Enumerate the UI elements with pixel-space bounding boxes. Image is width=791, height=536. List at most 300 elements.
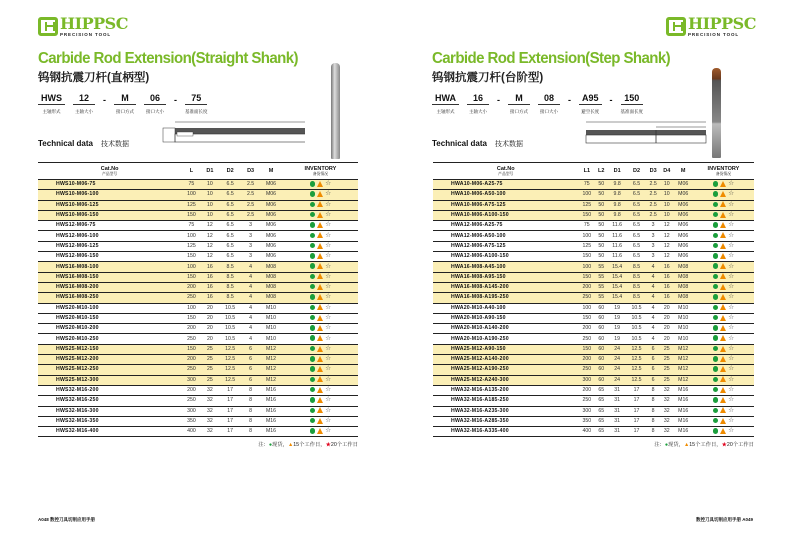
table-cell: 8.5 [218,282,242,292]
table-row [38,406,358,416]
table-cell: 17 [218,385,242,395]
lead-15-days-icon [720,273,726,279]
table-cell: 3 [242,252,259,262]
table-cell: 17 [627,427,646,437]
lead-20-days-star-icon: ★ [721,442,727,449]
table-cell: M08 [674,272,693,282]
inventory-cell [693,210,754,220]
code-label: 接口方式 [510,109,528,114]
stock-dot-icon [310,315,316,321]
column-header-cn: 备货情况 [312,171,329,176]
lead-20-days-star-icon: ☆ [325,221,332,229]
table-cell: 250 [579,365,596,375]
table-cell: 10.5 [627,334,646,344]
inventory-cell [283,416,358,426]
note-prefix: 注： [654,442,665,449]
right-page [396,0,791,536]
table-cell: 16 [202,262,219,272]
inventory-cell [693,375,754,385]
lead-20-days-star-icon: ☆ [325,345,332,353]
table-cell: 6.5 [218,231,242,241]
table-cell: 55 [595,293,607,303]
table-cell: M12 [259,344,283,354]
stock-dot-icon [713,408,719,414]
table-cell: 12.5 [218,375,242,385]
table-cell: 250 [181,365,201,375]
inventory-cell [693,293,754,303]
table-cell: 19 [607,334,626,344]
cat-no-cell: HWS25-M12-300 [38,375,181,385]
inventory-cell [693,355,754,365]
table-cell: 16 [202,293,219,303]
table-cell: 200 [181,355,201,365]
code-dash: - [609,95,613,105]
lead-15-days-icon [317,273,323,279]
table-row [433,396,754,406]
table-row [433,355,754,365]
table-cell: 50 [595,180,607,190]
table-cell: 10.5 [627,303,646,313]
table-cell: M10 [674,334,693,344]
inventory-cell [693,241,754,251]
lead-15-days-icon [317,222,323,228]
table-cell: 8 [242,385,259,395]
lead-15-days-icon [317,387,323,393]
lead-15-days-icon [317,315,323,321]
inventory-cell [283,396,358,406]
lead-20-days-star-icon: ☆ [325,314,332,322]
lead-20-days-star-icon: ☆ [325,375,332,383]
table-cell: 8.5 [218,262,242,272]
table-row [433,324,754,334]
lead-20-days-star-icon: ☆ [325,334,332,342]
table-row [433,406,754,416]
table-cell: 20 [660,303,673,313]
table-cell: 25 [202,375,219,385]
inventory-cell [283,334,358,344]
inventory-cell [283,252,358,262]
table-cell: 12 [660,221,673,231]
table-cell: 4 [646,313,660,323]
table-cell: 6 [242,375,259,385]
inventory-cell [283,293,358,303]
table-cell: 3 [646,231,660,241]
table-cell: 100 [579,231,596,241]
lead-15-days-icon [317,201,323,207]
table-row [38,241,358,251]
table-row [433,293,754,303]
table-cell: 24 [607,355,626,365]
table-cell: 6 [646,355,660,365]
table-cell: 4 [646,324,660,334]
lead-15-days-icon [720,232,726,238]
lead-15-days-icon [317,294,323,300]
inventory-cell [283,231,358,241]
table-row [433,241,754,251]
code-dash: - [103,95,106,105]
table-cell: 8 [242,406,259,416]
table-row [38,252,358,262]
inventory-cell [283,303,358,313]
lead-15-days-icon [317,335,323,341]
lead-15-days-icon [317,181,323,187]
table-row [433,200,754,210]
code-label: 主轴形式 [436,109,455,114]
lead-20-days-star-icon: ☆ [325,303,332,311]
stock-dot-icon [310,346,316,352]
table-cell: 350 [181,416,201,426]
table-cell: 55 [595,282,607,292]
table-cell: 6.5 [218,221,242,231]
table-cell: 150 [181,313,201,323]
lead-20-days-star-icon: ☆ [325,406,332,414]
lead-20-days-star-icon: ☆ [728,242,735,250]
table-cell: 65 [595,416,607,426]
code-legend [432,93,651,115]
inventory-cell [693,231,754,241]
table-cell: 150 [181,272,201,282]
code-value: A95 [579,93,602,105]
cat-no-cell: HWA25-M12-A190-250 [433,365,579,375]
cat-no-cell: HWS16-M08-150 [38,272,181,282]
table-cell: 4 [242,293,259,303]
table-cell: M12 [674,375,693,385]
table-cell: 3 [242,241,259,251]
table-cell: M16 [259,396,283,406]
column-header [259,163,283,180]
lead-15-days-icon: ▲ [287,442,294,449]
stock-dot-icon [713,284,719,290]
cat-no-cell: HWS32-M16-250 [38,396,181,406]
table-cell: 8.5 [627,293,646,303]
lead-15-days-icon [317,346,323,352]
stock-dot-icon [310,191,316,197]
table-cell: M16 [674,396,693,406]
cat-no-cell: HWS16-M08-100 [38,262,181,272]
table-cell: 60 [595,303,607,313]
code-label: 接口大小 [540,109,558,114]
lead-20-days-star-icon: ☆ [325,211,332,219]
table-cell: M12 [259,375,283,385]
column-header-label: M [680,168,686,174]
lead-15-days-icon [720,284,726,290]
table-cell: 150 [181,210,201,220]
table-cell: 100 [579,190,596,200]
inventory-cell [693,427,754,437]
stock-dot-icon [310,408,316,414]
inventory-cell [283,344,358,354]
straight-shank-drawing [155,118,305,158]
stock-dot-icon [713,397,719,403]
column-header [181,163,201,180]
table-row [38,375,358,385]
stock-dot-icon [310,263,316,269]
stock-dot-icon [310,377,316,383]
table-cell: 8 [646,385,660,395]
cat-no-cell: HWS12-M06-150 [38,252,181,262]
table-cell: M12 [259,355,283,365]
table-cell: 12 [660,231,673,241]
stock-dot-icon [713,222,719,228]
cat-no-cell: HWA25-M12-A140-200 [433,355,579,365]
table-cell: 4 [242,303,259,313]
table-cell: 4 [242,324,259,334]
cat-no-cell: HWS10-M06-100 [38,190,181,200]
column-header-cn: 产品型号 [102,171,118,176]
table-cell: 16 [660,282,673,292]
code-segment [467,93,489,115]
table-cell: 10 [202,200,219,210]
table-cell: 8 [646,427,660,437]
lead-15-days-icon [317,325,323,331]
column-header-label: D4 [663,168,671,174]
table-cell: 150 [579,210,596,220]
code-value: M [508,93,530,105]
table-cell: 60 [595,334,607,344]
table-cell: 15.4 [607,282,626,292]
table-row [38,416,358,426]
lead-15-days-icon [317,356,323,362]
stock-dot-icon [713,325,719,331]
lead-20-days-star-icon: ☆ [728,293,735,301]
table-cell: 8.5 [218,293,242,303]
table-cell: 10.5 [218,334,242,344]
code-label: 主轴形式 [42,109,61,114]
table-cell: 19 [607,303,626,313]
table-cell: M16 [674,385,693,395]
stock-dot-icon [310,335,316,341]
lead-20-days-star-icon: ★ [325,442,331,449]
stock-dot-icon [310,284,316,290]
table-cell: 250 [181,334,201,344]
table-cell: 32 [202,385,219,395]
table-cell: 300 [579,375,596,385]
table-cell: 150 [181,252,201,262]
table-cell: 4 [242,282,259,292]
table-cell: 75 [579,221,596,231]
table-cell: 17 [218,416,242,426]
stock-dot-icon [310,356,316,362]
table-cell: 10 [660,180,673,190]
column-header-label: D2 [226,168,234,174]
code-label: 主轴大小 [75,109,93,114]
table-cell: 20 [660,334,673,344]
page-title: Carbide Rod Extension(Step Shank) [432,50,671,67]
spec-table [433,162,754,437]
table-cell: 19 [607,313,626,323]
table-row [433,303,754,313]
inventory-note [433,442,754,449]
table-cell: 50 [595,221,607,231]
lead-20-days-star-icon: ☆ [728,180,735,188]
lead-20-days-star-icon: ☆ [325,190,332,198]
stock-dot-icon [310,418,316,424]
stock-dot-icon [713,428,719,434]
table-cell: 32 [202,416,219,426]
lead-15-days-icon [720,315,726,321]
table-cell: 31 [607,406,626,416]
table-cell: 50 [595,210,607,220]
table-cell: 24 [607,375,626,385]
table-cell: 17 [218,427,242,437]
table-cell: 12.5 [627,375,646,385]
table-cell: 20 [202,303,219,313]
lead-15-days-icon [317,418,323,424]
table-cell: M10 [259,303,283,313]
cat-no-cell: HWS16-M08-250 [38,293,181,303]
table-cell: 200 [579,355,596,365]
lead-15-days-icon [720,407,726,413]
table-cell: 3 [646,221,660,231]
table-cell: 250 [579,293,596,303]
lead-20-days-star-icon: ☆ [728,396,735,404]
table-cell: 100 [181,190,201,200]
table-cell: 4 [242,262,259,272]
code-dash: - [568,95,571,105]
stock-dot-icon [310,212,316,218]
table-cell: 4 [646,262,660,272]
table-cell: 25 [660,365,673,375]
table-cell: 4 [242,272,259,282]
lead-15-days-icon [720,304,726,310]
inventory-cell [283,210,358,220]
table-cell: M06 [674,200,693,210]
column-header [595,163,607,180]
cat-no-cell: HWS10-M06-150 [38,210,181,220]
table-cell: M08 [674,262,693,272]
table-row [433,252,754,262]
inventory-cell [693,303,754,313]
table-cell: M06 [259,210,283,220]
stock-dot-icon [713,191,719,197]
table-cell: 17 [627,396,646,406]
code-value: 08 [538,93,560,105]
cat-no-cell: HWA32-M16-A135-200 [433,385,579,395]
stock-dot-icon [713,335,719,341]
table-row [38,355,358,365]
table-row [38,272,358,282]
code-value: 75 [185,93,207,105]
cat-no-cell: HWA10-M06-A50-100 [433,190,579,200]
table-cell: 8.5 [627,272,646,282]
table-cell: M10 [674,303,693,313]
table-cell: 32 [660,406,673,416]
lead-20-days-star-icon: ☆ [325,272,332,280]
table-cell: 150 [579,344,596,354]
brand-name: HIPPSC [688,14,756,33]
column-header-label: L [189,168,194,174]
inventory-cell [693,313,754,323]
lead-15-days-icon [317,191,323,197]
table-cell: 50 [595,200,607,210]
table-cell: 2.5 [242,200,259,210]
column-header [283,163,358,180]
spec-table-block [433,162,754,449]
table-cell: 16 [660,262,673,272]
table-cell: 25 [660,375,673,385]
table-cell: 200 [579,324,596,334]
inventory-cell [283,282,358,292]
table-cell: 10 [660,190,673,200]
cat-no-cell: HWS32-M16-350 [38,416,181,426]
cat-no-cell: HWA32-M16-A285-350 [433,416,579,426]
lead-15-days-icon [720,418,726,424]
table-cell: 4 [242,313,259,323]
table-cell: 25 [202,355,219,365]
lead-20-days-star-icon: ☆ [325,231,332,239]
table-cell: 2.5 [646,200,660,210]
table-cell: 6 [646,344,660,354]
technical-data-heading: Technical data 技术数据 [38,139,129,148]
stock-dot-icon [713,253,719,259]
code-value: 16 [467,93,489,105]
table-row [38,313,358,323]
table-cell: 11.6 [607,241,626,251]
stock-dot-icon [310,366,316,372]
lead-15-days-icon [720,201,726,207]
code-label: 基准面长度 [185,109,208,114]
inventory-cell [693,282,754,292]
inventory-cell [693,324,754,334]
code-value: 12 [73,93,95,105]
table-cell: 250 [579,396,596,406]
table-cell: 12 [202,231,219,241]
table-cell: 16 [660,272,673,282]
table-cell: 350 [579,416,596,426]
stock-dot-icon [713,366,719,372]
stock-dot-icon [713,263,719,269]
table-row [38,396,358,406]
inventory-cell [693,180,754,190]
table-cell: 25 [202,365,219,375]
table-cell: 17 [627,406,646,416]
table-cell: 8.5 [627,262,646,272]
table-cell: 65 [595,406,607,416]
table-cell: 32 [202,427,219,437]
code-segment [114,93,136,115]
cat-no-cell: HWA20-M10-A40-100 [433,303,579,313]
lead-20-days-star-icon: ☆ [728,221,735,229]
lead-20-days-star-icon: ☆ [728,365,735,373]
inventory-cell [693,221,754,231]
table-cell: 200 [181,282,201,292]
table-cell: 50 [595,241,607,251]
cat-no-cell: HWS20-M10-150 [38,313,181,323]
cat-no-cell: HWS32-M16-200 [38,385,181,395]
table-cell: M08 [259,262,283,272]
inventory-cell [283,365,358,375]
table-cell: 125 [181,200,201,210]
lead-20-days-star-icon: ☆ [728,283,735,291]
table-cell: 8 [646,406,660,416]
table-cell: 65 [595,396,607,406]
table-cell: 15.4 [607,262,626,272]
table-cell: 6.5 [218,252,242,262]
column-header [660,163,673,180]
stock-dot-icon [310,181,316,187]
column-header [607,163,626,180]
lead-20-days-star-icon: ☆ [728,417,735,425]
inventory-cell [693,200,754,210]
lead-15-days-icon [317,212,323,218]
stock-dot-icon [310,305,316,311]
lead-15-days-icon [720,356,726,362]
cat-no-cell: HWS32-M16-400 [38,427,181,437]
table-cell: 12.5 [218,355,242,365]
code-label: 接口方式 [116,109,134,114]
table-row [38,231,358,241]
code-label: 基准面长度 [620,109,644,114]
